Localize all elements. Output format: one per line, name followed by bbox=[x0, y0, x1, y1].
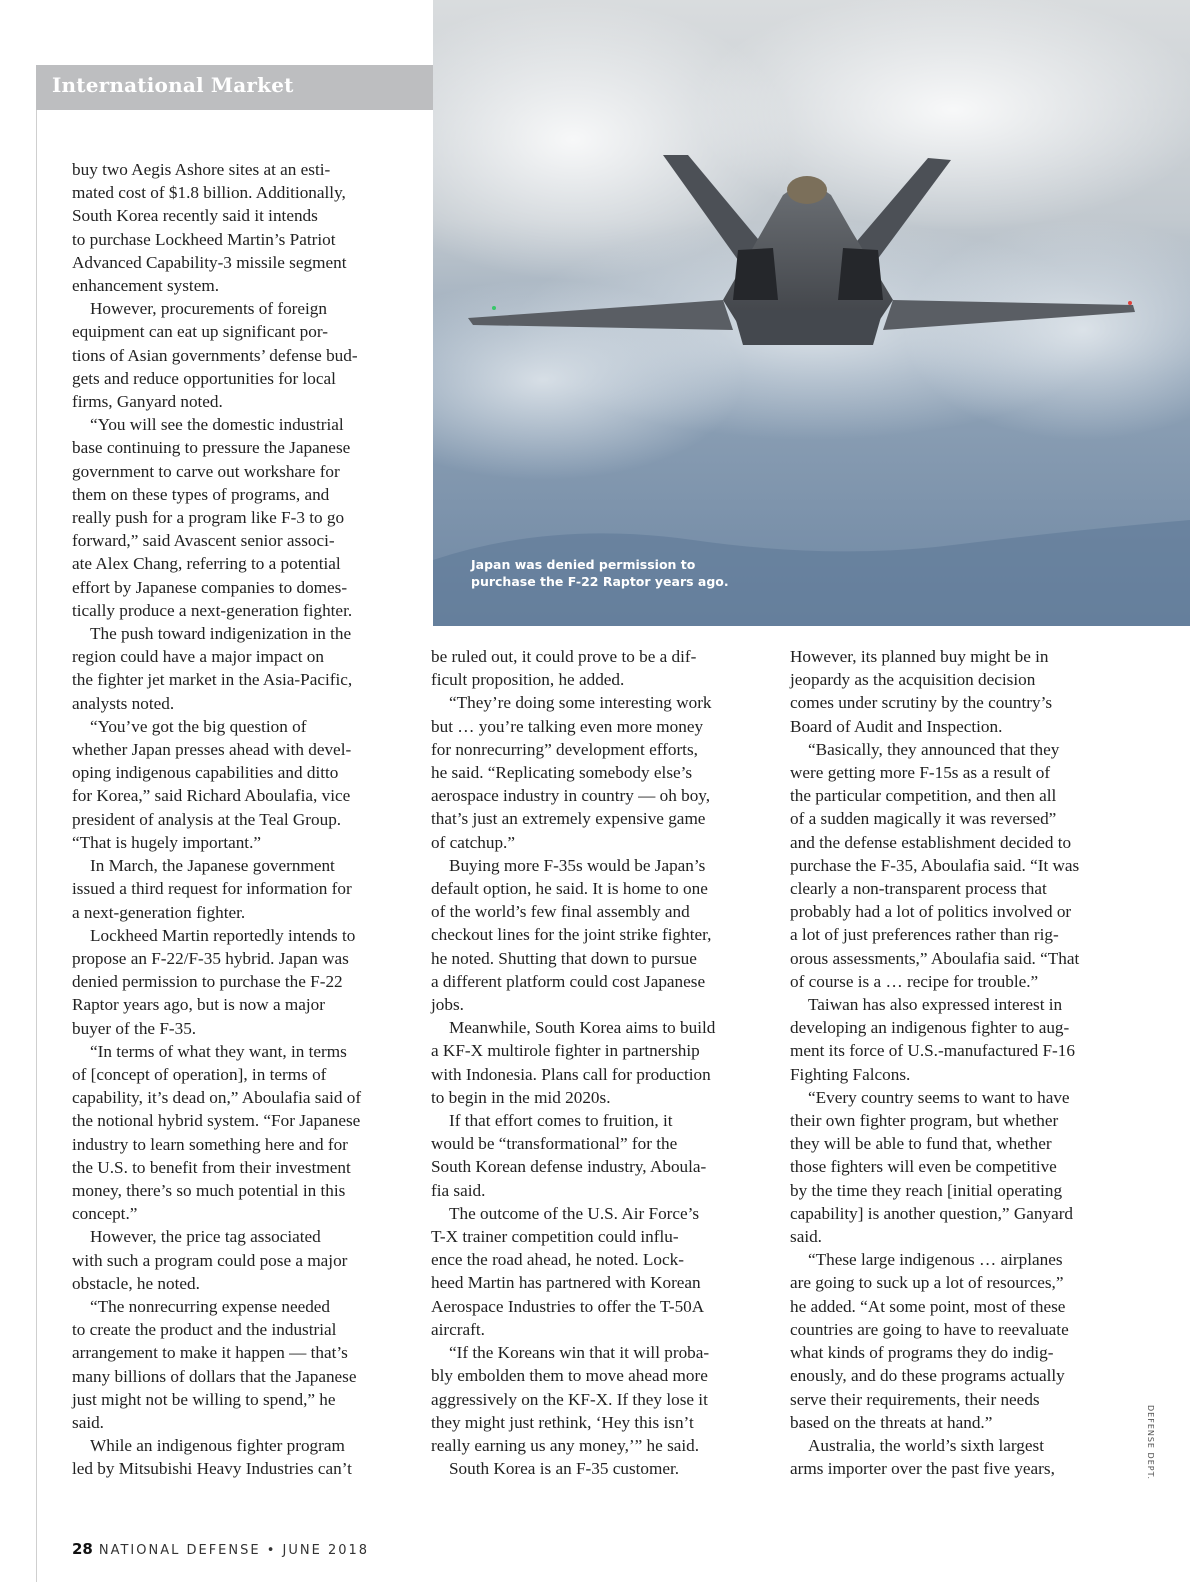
text-line: gets and reduce opportunities for local bbox=[72, 368, 336, 388]
text-line: said. bbox=[790, 1227, 822, 1247]
text-line: capability] is another question,” Ganyard bbox=[790, 1203, 1074, 1223]
text-line: ence the road ahead, he noted. Lock- bbox=[431, 1250, 684, 1270]
text-line: by the time they reach [initial operating bbox=[790, 1180, 1063, 1200]
text-line: a KF-X multirole fighter in partnership bbox=[431, 1041, 700, 1061]
text-line: ate Alex Chang, referring to a potential bbox=[72, 554, 341, 574]
text-line: In March, the Japanese government bbox=[90, 856, 335, 876]
text-line: “You’ve got the big question of bbox=[90, 716, 307, 736]
text-line: analysts noted. bbox=[72, 693, 175, 713]
text-line: he added. “At some point, most of these bbox=[790, 1296, 1066, 1316]
text-line: aircraft. bbox=[431, 1319, 485, 1339]
photo-caption bbox=[471, 556, 791, 590]
text-line: Raptor years ago, but is now a major bbox=[72, 995, 325, 1015]
text-line: heed Martin has partnered with Korean bbox=[431, 1273, 701, 1293]
article-paragraph bbox=[72, 413, 404, 622]
text-line: concept.” bbox=[72, 1204, 138, 1224]
text-line: “Basically, they announced that they bbox=[808, 739, 1060, 759]
text-line: developing an indigenous fighter to aug- bbox=[790, 1018, 1070, 1038]
text-line: arms importer over the past five years, bbox=[790, 1459, 1055, 1479]
text-line: to purchase Lockheed Martin’s Patriot bbox=[72, 229, 336, 249]
article-paragraph bbox=[790, 1434, 1122, 1480]
text-line: default option, he said. It is home to one bbox=[431, 879, 708, 899]
text-line: aerospace industry in country — oh boy, bbox=[431, 786, 711, 806]
text-line: region could have a major impact on bbox=[72, 647, 324, 667]
page-margin bbox=[0, 0, 433, 65]
text-line: “In terms of what they want, in terms bbox=[90, 1041, 347, 1061]
page-footer bbox=[72, 1540, 369, 1558]
text-line: and the defense establishment decided to bbox=[790, 832, 1072, 852]
text-line: are going to suck up a lot of resources,” bbox=[790, 1273, 1064, 1293]
text-line: If that effort comes to fruition, it bbox=[449, 1111, 673, 1131]
text-line: Lockheed Martin reportedly intends to bbox=[90, 925, 356, 945]
text-line: of course is a … recipe for trouble.” bbox=[790, 971, 1039, 991]
fighter-jet-photo bbox=[433, 0, 1190, 626]
text-line: what kinds of programs they do indig- bbox=[790, 1343, 1054, 1363]
text-line: arrangement to make it happen — that’s bbox=[72, 1343, 348, 1363]
text-line: ficult proposition, he added. bbox=[431, 670, 625, 690]
text-line: be ruled out, it could prove to be a dif- bbox=[431, 647, 697, 666]
text-line: of a sudden magically it was reversed” bbox=[790, 809, 1057, 829]
text-line: Aerospace Industries to offer the T-50A bbox=[431, 1296, 705, 1316]
text-line: really earning us any money,’” he said. bbox=[431, 1435, 700, 1455]
article-paragraph bbox=[72, 297, 404, 413]
text-line: buyer of the F-35. bbox=[72, 1018, 197, 1038]
text-line: the particular competition, and then all bbox=[790, 786, 1057, 806]
article-paragraph bbox=[790, 1086, 1122, 1248]
text-line: equipment can eat up significant por- bbox=[72, 322, 328, 342]
text-line: “They’re doing some interesting work bbox=[449, 693, 712, 713]
text-line: that’s just an extremely expensive game bbox=[431, 809, 706, 829]
article-paragraph bbox=[72, 1040, 404, 1226]
text-line: However, the price tag associated bbox=[90, 1227, 321, 1247]
article-paragraph bbox=[431, 1457, 763, 1480]
text-line: would be “transformational” for the bbox=[431, 1134, 678, 1154]
page-number: 28 bbox=[72, 1540, 93, 1558]
text-line: capability, it’s dead on,” Aboulafia said of bbox=[72, 1088, 362, 1108]
article-paragraph bbox=[72, 715, 404, 854]
text-line: While an indigenous fighter program bbox=[90, 1436, 345, 1456]
text-line: Australia, the world’s sixth largest bbox=[808, 1435, 1044, 1455]
article-paragraph bbox=[72, 1434, 404, 1480]
text-line: industry to learn something here and for bbox=[72, 1134, 348, 1154]
text-line: South Korea recently said it intends bbox=[72, 206, 318, 226]
text-line: mated cost of $1.8 billion. Additionally, bbox=[72, 183, 346, 203]
text-line: The outcome of the U.S. Air Force’s bbox=[449, 1203, 700, 1223]
text-line: for Korea,” said Richard Aboulafia, vice bbox=[72, 786, 351, 806]
text-line: the U.S. to benefit from their investment bbox=[72, 1157, 351, 1177]
photo-credit: DEFENSE DEPT. bbox=[1146, 1405, 1155, 1481]
article-paragraph bbox=[431, 1109, 763, 1202]
text-line: serve their requirements, their needs bbox=[790, 1389, 1040, 1409]
text-line: fia said. bbox=[431, 1180, 486, 1200]
article-paragraph bbox=[790, 993, 1122, 1086]
text-line: purchase the F-35, Aboulafia said. “It was bbox=[790, 855, 1080, 875]
article-paragraph bbox=[431, 691, 763, 853]
section-title: International Market bbox=[52, 73, 294, 97]
text-line: Meanwhile, South Korea aims to build bbox=[449, 1018, 716, 1038]
text-line: they will be able to fund that, whether bbox=[790, 1134, 1052, 1154]
text-line: enously, and do these programs actually bbox=[790, 1366, 1065, 1386]
text-line: forward,” said Avascent senior associ- bbox=[72, 531, 335, 551]
left-border-rule bbox=[36, 110, 37, 1582]
text-line: propose an F-22/F-35 hybrid. Japan was bbox=[72, 948, 349, 968]
text-line: enhancement system. bbox=[72, 276, 220, 296]
caption-line: Japan was denied permission to bbox=[471, 557, 696, 572]
text-line: South Korea is an F-35 customer. bbox=[449, 1459, 680, 1479]
article-paragraph bbox=[790, 738, 1122, 993]
article-paragraph bbox=[72, 854, 404, 924]
text-line: “If the Koreans win that it will proba- bbox=[449, 1343, 710, 1363]
article-paragraph bbox=[790, 645, 1122, 738]
text-line: obstacle, he noted. bbox=[72, 1273, 200, 1293]
article-column-1 bbox=[72, 158, 404, 1481]
article-column-2 bbox=[431, 645, 763, 1480]
text-line: many billions of dollars that the Japanese bbox=[72, 1366, 357, 1386]
text-line: of the world’s few final assembly and bbox=[431, 902, 690, 922]
text-line: firms, Ganyard noted. bbox=[72, 392, 223, 412]
text-line: a different platform could cost Japanese bbox=[431, 971, 706, 991]
article-paragraph bbox=[72, 1225, 404, 1295]
text-line: “That is hugely important.” bbox=[72, 832, 262, 852]
text-line: “Every country seems to want to have bbox=[808, 1087, 1070, 1107]
text-line: The push toward indigenization in the bbox=[90, 624, 352, 644]
text-line: government to carve out workshare for bbox=[72, 461, 340, 481]
text-line: those fighters will even be competitive bbox=[790, 1157, 1057, 1177]
text-line: jeopardy as the acquisition decision bbox=[790, 670, 1036, 690]
text-line: based on the threats at hand.” bbox=[790, 1412, 993, 1432]
text-line: buy two Aegis Ashore sites at an esti- bbox=[72, 160, 331, 179]
text-line: to create the product and the industrial bbox=[72, 1320, 337, 1340]
text-line: with such a program could pose a major bbox=[72, 1250, 348, 1270]
text-line: aggressively on the KF-X. If they lose it bbox=[431, 1389, 708, 1409]
text-line: Buying more F-35s would be Japan’s bbox=[449, 855, 706, 875]
caption-line: purchase the F-22 Raptor years ago. bbox=[471, 574, 729, 589]
text-line: he said. “Replicating somebody else’s bbox=[431, 763, 693, 783]
text-line: for nonrecurring” development efforts, bbox=[431, 739, 698, 759]
text-line: money, there’s so much potential in this bbox=[72, 1180, 346, 1200]
article-paragraph bbox=[431, 1202, 763, 1341]
text-line: just might not be willing to spend,” he bbox=[72, 1389, 336, 1409]
text-line: jobs. bbox=[431, 995, 464, 1015]
text-line: orous assessments,” Aboulafia said. “That bbox=[790, 948, 1080, 968]
text-line: of catchup.” bbox=[431, 832, 515, 852]
text-line: effort by Japanese companies to domes- bbox=[72, 577, 348, 597]
text-line: led by Mitsubishi Heavy Industries can’t bbox=[72, 1459, 352, 1479]
text-line: checkout lines for the joint strike fighter, bbox=[431, 925, 712, 945]
text-line: Taiwan has also expressed interest in bbox=[808, 995, 1063, 1015]
text-line: bly embolden them to move ahead more bbox=[431, 1366, 708, 1386]
text-line: comes under scrutiny by the country’s bbox=[790, 693, 1053, 713]
text-line: However, procurements of foreign bbox=[90, 299, 327, 319]
text-line: really push for a program like F-3 to go bbox=[72, 508, 345, 528]
article-paragraph bbox=[431, 645, 763, 691]
text-line: issued a third request for information for bbox=[72, 879, 352, 899]
text-line: Advanced Capability-3 missile segment bbox=[72, 252, 347, 272]
article-column-3 bbox=[790, 645, 1122, 1480]
text-line: a lot of just preferences rather than rig- bbox=[790, 925, 1059, 945]
text-line: However, its planned buy might be in bbox=[790, 647, 1049, 666]
text-line: tions of Asian governments’ defense bud- bbox=[72, 345, 358, 365]
text-line: the notional hybrid system. “For Japanese bbox=[72, 1111, 361, 1131]
text-line: probably had a lot of politics involved or bbox=[790, 902, 1072, 922]
text-line: clearly a non-transparent process that bbox=[790, 879, 1047, 899]
text-line: with Indonesia. Plans call for production bbox=[431, 1064, 711, 1084]
text-line: denied permission to purchase the F-22 bbox=[72, 972, 343, 992]
text-line: were getting more F-15s as a result of bbox=[790, 763, 1051, 783]
article-paragraph bbox=[72, 924, 404, 1040]
article-paragraph bbox=[790, 1248, 1122, 1434]
text-line: president of analysis at the Teal Group. bbox=[72, 809, 342, 829]
article-paragraph bbox=[72, 158, 404, 297]
text-line: said. bbox=[72, 1412, 104, 1432]
text-line: South Korean defense industry, Aboula- bbox=[431, 1157, 707, 1177]
text-line: “These large indigenous … airplanes bbox=[808, 1250, 1063, 1270]
text-line: to begin in the mid 2020s. bbox=[431, 1087, 611, 1107]
article-paragraph bbox=[431, 854, 763, 1016]
text-line: Fighting Falcons. bbox=[790, 1064, 911, 1084]
text-line: of [concept of operation], in terms of bbox=[72, 1064, 327, 1084]
text-line: oping indigenous capabilities and ditto bbox=[72, 763, 339, 783]
text-line: them on these types of programs, and bbox=[72, 484, 330, 504]
text-line: Board of Audit and Inspection. bbox=[790, 716, 1003, 736]
text-line: T-X trainer competition could influ- bbox=[431, 1227, 679, 1247]
text-line: “The nonrecurring expense needed bbox=[90, 1296, 331, 1316]
text-line: ment its force of U.S.-manufactured F-16 bbox=[790, 1041, 1075, 1061]
text-line: but … you’re talking even more money bbox=[431, 716, 704, 736]
text-line: tically produce a next-generation fighter. bbox=[72, 600, 353, 620]
text-line: whether Japan presses ahead with devel- bbox=[72, 740, 352, 760]
text-line: the fighter jet market in the Asia-Pacific, bbox=[72, 670, 353, 690]
article-paragraph bbox=[72, 622, 404, 715]
text-line: countries are going to have to reevaluate bbox=[790, 1319, 1069, 1339]
publication-line: NATIONAL DEFENSE • JUNE 2018 bbox=[98, 1543, 370, 1558]
text-line: a next-generation fighter. bbox=[72, 902, 246, 922]
text-line: they might just rethink, ‘Hey this isn’t bbox=[431, 1412, 694, 1432]
text-line: base continuing to pressure the Japanese bbox=[72, 438, 351, 458]
article-paragraph bbox=[431, 1016, 763, 1109]
article-paragraph bbox=[72, 1295, 404, 1434]
text-line: “You will see the domestic industrial bbox=[90, 415, 344, 435]
article-paragraph bbox=[431, 1341, 763, 1457]
text-line: he noted. Shutting that down to pursue bbox=[431, 948, 697, 968]
text-line: their own fighter program, but whether bbox=[790, 1111, 1059, 1131]
